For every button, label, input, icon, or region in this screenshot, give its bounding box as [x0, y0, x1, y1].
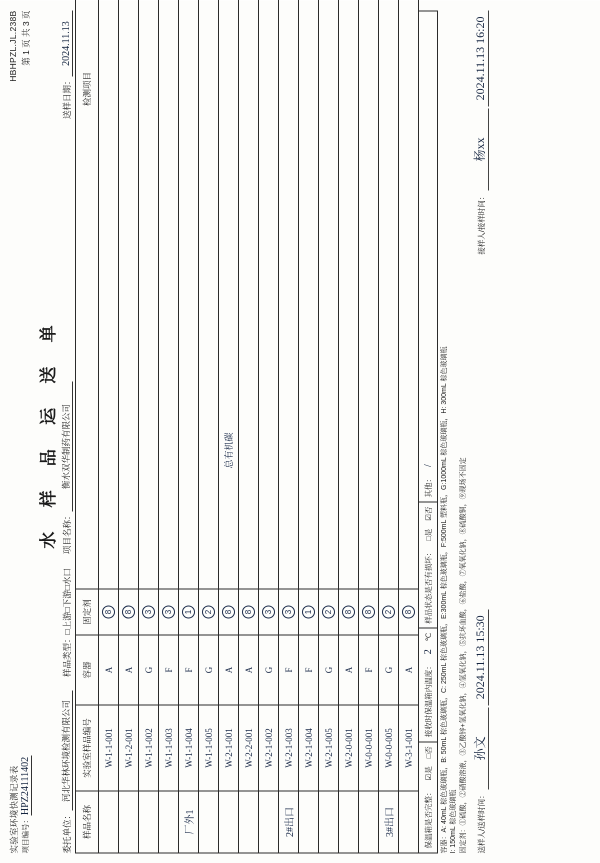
cell-container: F: [159, 635, 179, 705]
cell-sample-name: [399, 791, 419, 853]
table-row: [259, 0, 279, 853]
cell-fixative: 3: [259, 589, 279, 635]
project-code-label: 项目编号：: [21, 815, 30, 853]
cell-test-items: [339, 0, 359, 589]
project-name-value: 衡水双华制药有限公司: [60, 381, 73, 511]
sender-label: 送样人/送样时间：: [477, 790, 487, 853]
sample-type-label: 样品类型：: [62, 633, 72, 677]
table-row: [339, 0, 359, 853]
table-row: [199, 0, 219, 853]
cell-test-items: [379, 0, 399, 589]
cell-lab-sample-no: W-1-1-002: [139, 705, 159, 791]
cell-sample-name: [219, 791, 239, 853]
th-test-items: 检测项目: [76, 0, 99, 589]
table-row: [379, 0, 399, 853]
cell-lab-sample-no: W-2-1-005: [319, 705, 339, 791]
cell-test-items: [179, 0, 199, 589]
cell-test-items: [399, 0, 419, 589]
cell-container: F: [359, 635, 379, 705]
cell-container: A: [219, 635, 239, 705]
container-legend-line2: I: 150mL 棕色玻璃瓶: [450, 789, 458, 853]
sample-table: [75, 0, 419, 853]
cell-container: G: [199, 635, 219, 705]
cell-container: F: [179, 635, 199, 705]
cell-test-items: [279, 0, 299, 589]
cell-fixative: 8: [399, 589, 419, 635]
cell-test-items: [159, 0, 179, 589]
cell-container: A: [399, 635, 419, 705]
cell-container: G: [139, 635, 159, 705]
entrust-unit-value: 河北华林环境检测有限公司: [60, 690, 73, 810]
cell-test-items: [239, 0, 259, 589]
table-row: [299, 0, 319, 853]
cell-lab-sample-no: W-2-1-004: [299, 705, 319, 791]
cell-lab-sample-no: W-1-1-003: [159, 705, 179, 791]
cell-sample-name: [319, 791, 339, 853]
storage-no[interactable]: □否: [423, 745, 433, 758]
cell-lab-sample-no: W-2-2-001: [239, 705, 259, 791]
cell-lab-sample-no: W-2-1-002: [259, 705, 279, 791]
table-row: [319, 0, 339, 853]
cell-fixative: 2: [319, 589, 339, 635]
cell-sample-name: 厂外1: [179, 791, 199, 853]
cell-fixative: 3: [159, 589, 179, 635]
cell-fixative: 3: [279, 589, 299, 635]
record-label: 实验室环境快测记录表: [9, 764, 19, 853]
cell-fixative: 1: [299, 589, 319, 635]
cell-sample-name: [159, 791, 179, 853]
th-lab-sample-no: 实验室样品编号: [76, 705, 99, 791]
cell-sample-name: 2#出口: [279, 791, 299, 853]
meta-row: [60, 10, 73, 853]
fixative-legend-line: 固定剂：①硫酸，②硝酸溶液，③乙酸锌+氢氧化钠，④氢氧化钠，⑤抗坏血酸，⑥盐酸，⑦氧氧化钠，⑧硫酸铜，⑨现场不固定: [459, 456, 467, 853]
cell-fixative: 8: [99, 589, 119, 635]
cell-lab-sample-no: W-2-0-001: [339, 705, 359, 791]
sender-signature: 孙文: [471, 707, 489, 789]
cell-test-items: [119, 0, 139, 589]
cell-sample-name: [299, 791, 319, 853]
sample-status-no[interactable]: ☑否: [423, 506, 433, 521]
cell-fixative: 2: [199, 589, 219, 635]
cell-fixative: 8: [219, 589, 239, 635]
condition-bar: [419, 10, 438, 853]
arrival-temp-value: 2: [422, 648, 434, 654]
cell-lab-sample-no: W-1-2-001: [119, 705, 139, 791]
cell-fixative: 3: [139, 589, 159, 635]
cell-lab-sample-no: W-2-1-003: [279, 705, 299, 791]
cell-container: F: [299, 635, 319, 705]
cell-sample-name: [119, 791, 139, 853]
send-date-label: 送样日期：: [62, 76, 72, 119]
table-header-row: [76, 0, 99, 853]
cell-sample-name: [339, 791, 359, 853]
cell-fixative: 8: [239, 589, 259, 635]
cell-container: G: [259, 635, 279, 705]
cell-fixative: 1: [179, 589, 199, 635]
cell-sample-name: [139, 791, 159, 853]
storage-yes[interactable]: ☑是: [423, 765, 433, 780]
table-row: [399, 0, 419, 853]
cell-sample-name: [359, 791, 379, 853]
cell-test-items: [139, 0, 159, 589]
project-name-label: 项目名称：: [62, 511, 72, 554]
legend-notes: [440, 10, 468, 853]
cell-fixative: 8: [339, 589, 359, 635]
arrival-temp-unit: ℃: [423, 632, 433, 641]
sender-block: [471, 609, 489, 853]
table-row: [279, 0, 299, 853]
cell-test-items: [99, 0, 119, 589]
cell-fixative: 2: [379, 589, 399, 635]
cell-container: F: [279, 635, 299, 705]
cell-sample-name: [199, 791, 219, 853]
cell-lab-sample-no: W-3-1-001: [399, 705, 419, 791]
receiver-label: 接样人/接样时间：: [477, 192, 487, 255]
cell-container: A: [339, 635, 359, 705]
table-row: [359, 0, 379, 853]
entrust-unit-label: 委托单位：: [62, 810, 72, 853]
cell-lab-sample-no: W-0-0-001: [359, 705, 379, 791]
project-code-value: HPZ24111402: [20, 756, 31, 815]
sample-status-label: 样品状态是否有损坏：: [423, 548, 433, 624]
sender-time: 2024.11.13 15:30: [473, 609, 489, 705]
document-header: [8, 10, 20, 853]
page-title: 水 样 品 运 送 单: [39, 314, 58, 549]
table-row: [99, 0, 119, 853]
receiver-block: [471, 10, 489, 254]
cell-test-items: [359, 0, 379, 589]
arrival-temp-label: 接收时保温箱内温度：: [423, 661, 433, 737]
th-container: 容器: [76, 635, 99, 705]
table-row: [139, 0, 159, 853]
other-value: /: [422, 463, 434, 467]
table-row: [159, 0, 179, 853]
cell-fixative: 8: [359, 589, 379, 635]
cell-lab-sample-no: W-1-1-001: [99, 705, 119, 791]
cell-test-items: 总有机碳: [219, 0, 239, 589]
table-body: [99, 0, 419, 853]
receiver-time: 2024.11.13 16:20: [473, 10, 489, 106]
page-mark: 第 1 页 共 3 页: [21, 10, 31, 66]
table-row: [179, 0, 199, 853]
table-row: [219, 0, 239, 853]
sample-status-yes[interactable]: □是: [423, 528, 433, 541]
cell-lab-sample-no: W-0-0-005: [379, 705, 399, 791]
cell-fixative: 8: [119, 589, 139, 635]
container-legend-line1: 容器：A: 40mL 棕色玻璃瓶，B: 50mL 棕色玻璃瓶，C: 250mL 棕色玻璃瓶，E:300mL 棕色玻璃瓶，F:500mL 塑料瓶，G:1000mL 棕色玻璃瓶，H: 300mL 棕色玻璃瓶: [441, 346, 448, 853]
other-label: 其他：: [423, 474, 433, 498]
cell-sample-name: [239, 791, 259, 853]
cell-lab-sample-no: W-1-1-005: [199, 705, 219, 791]
table-row: [119, 0, 139, 853]
cell-test-items: [259, 0, 279, 589]
cell-container: G: [379, 635, 399, 705]
signature-footer: [471, 10, 489, 853]
cell-sample-name: [259, 791, 279, 853]
receiver-signature: 杨xx: [471, 108, 489, 190]
cell-sample-name: [99, 791, 119, 853]
project-code-row: [20, 756, 32, 854]
cell-sample-name: 3#出口: [379, 791, 399, 853]
cell-test-items: [299, 0, 319, 589]
form-code: HBHPZL.JL.238B: [8, 10, 18, 82]
cell-test-items: [319, 0, 339, 589]
th-fixative: 固定剂: [76, 589, 99, 635]
table-row: [239, 0, 259, 853]
cell-lab-sample-no: W-2-1-001: [219, 705, 239, 791]
cell-container: A: [99, 635, 119, 705]
cell-lab-sample-no: W-1-1-004: [179, 705, 199, 791]
cell-test-items: [199, 0, 219, 589]
cell-container: A: [239, 635, 259, 705]
th-sample-name: 样品名称: [76, 791, 99, 853]
cell-container: A: [119, 635, 139, 705]
send-date-value: 2024.11.13: [61, 10, 73, 76]
cell-container: G: [319, 635, 339, 705]
storage-label: 保温箱是否完整：: [423, 788, 433, 848]
sample-type-options: □上游□下游□水口: [62, 567, 72, 634]
